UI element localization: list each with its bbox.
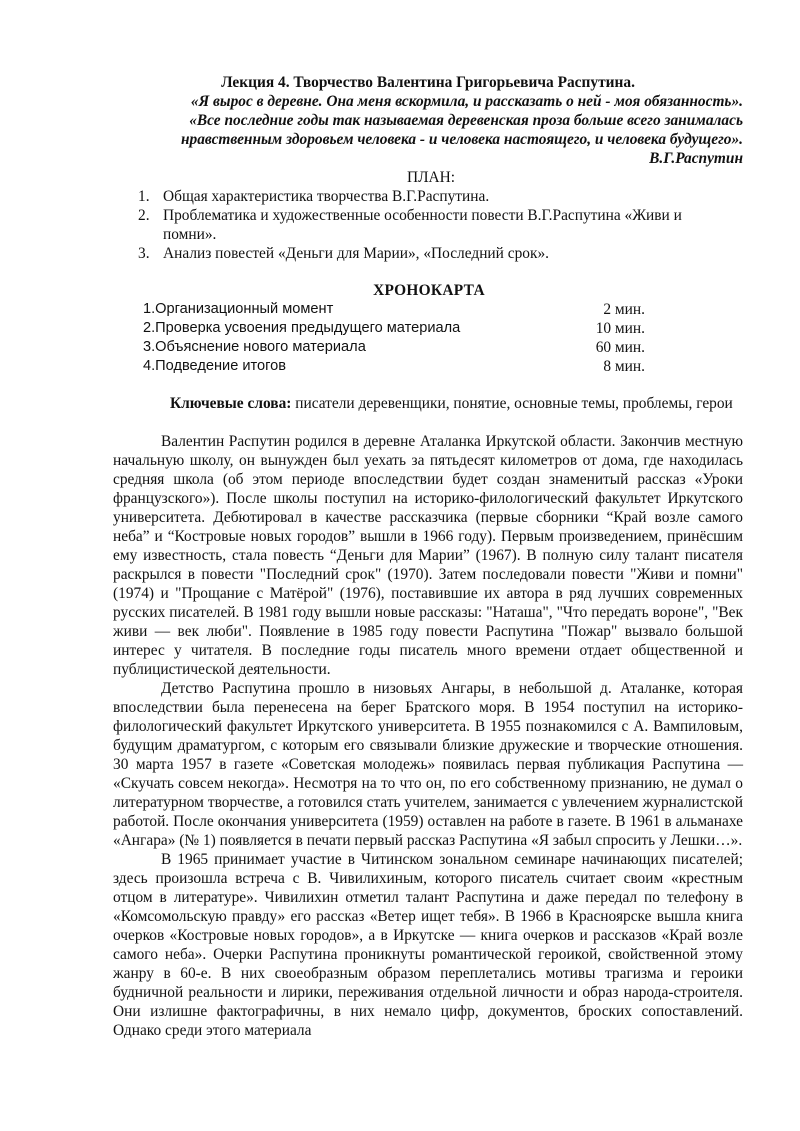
plan-item (113, 244, 723, 263)
epigraph-1: «Я вырос в деревне. Она меня вскормила, и рассказать о ней - моя обязанность». (190, 93, 743, 110)
body-paragraph: Валентин Распутин родился в деревне Аталанка Иркутской области. Закончив местную начальную школу, он вынужден был уехать за пятьдесят километров от дома, где находилась средняя школа (об этом периоде впоследствии будет создан знаменитый рассказ «Уроки французского»). После школы поступил на историко-филологический факультет Иркутского университета. Дебютировал в качестве рассказчика (первые сборники “Край возле самого неба” и “Костровые новых городов” вышли в 1966 году). Первым произведением, принёсшим ему известность, стала повесть “Деньги для Марии” (1967). В полную силу талант писателя раскрылся в повести "Последний срок" (1970). Затем последовали повести "Живи и помни" (1974) и "Прощание с Матёрой" (1976), поставившие их автора в ряд лучших современных русских писателей. В 1981 году вышли новые рассказы: "Наташа", "Что передать вороне", "Век живи — век люби". Появление в 1985 году повести Распутина "Пожар" вызвало большой интерес у читателя. В последние годы писатель много времени отдает общественной и публицистической деятельности. (113, 433, 743, 678)
keywords-text: писатели деревенщики, понятие, основные темы, проблемы, герои (291, 395, 733, 412)
epigraph-author: В.Г.Распутин (649, 150, 743, 167)
keywords-paragraph (113, 394, 743, 413)
chronocard-time: 10 мин. (595, 320, 645, 337)
chronocard-row (143, 319, 645, 338)
chronocard-label: 3.Объяснение нового материала (143, 339, 366, 355)
chronocard-table (143, 300, 645, 376)
chronocard-time: 2 мин. (603, 301, 645, 318)
plan-item-number: 3. (138, 245, 150, 262)
plan-item-text: Общая характеристика творчества В.Г.Распутина. (163, 188, 490, 205)
chronocard-time: 8 мин. (603, 358, 645, 375)
document-page (113, 73, 743, 1040)
plan-item-number: 2. (138, 207, 150, 224)
chronocard-label: 4.Подведение итогов (143, 358, 287, 374)
lecture-title: Лекция 4. Творчество Валентина Григорьевича Распутина. (221, 74, 635, 91)
chronocard-label: 2.Проверка усвоения предыдущего материала (143, 320, 461, 336)
plan-item (113, 206, 723, 244)
keywords-label: Ключевые слова: (170, 395, 292, 412)
body-paragraph: В 1965 принимает участие в Читинском зональном семинаре начинающих писателей; здесь произошла встреча с В. Чивилихиным, которого писатель считает своим «крестным отцом в литературе». Чивилихин отметил талант Распутина и даже передал по телефону в «Комсомольскую правду» его рассказ «Ветер ищет тебя». В 1966 в Красноярске вышла книга очерков «Костровые новых городов», а в Иркутске — книга очерков и рассказов «Край возле самого неба». Очерки Распутина проникнуты романтической героикой, свойственной этому жанру в 60-е. В них своеобразным образом переплетались мотивы трагизма и героики будничной реальности и лирики, переживания отдельной личности и образ народа-строителя. Они излишне фактографичны, в них немало цифр, документов, броских сопоставлений. Однако среди этого материала (113, 851, 743, 1039)
chronocard-heading: ХРОНОКАРТА (373, 282, 485, 299)
epigraph-2: «Все последние годы так называемая деревенская проза больше всего занималась нравственным здоровьем человека - и человека настоящего, и человека будущего». (180, 112, 743, 148)
plan-item-text: Проблематика и художественные особенности повести В.Г.Распутина «Живи и помни». (163, 207, 682, 243)
plan-heading: ПЛАН: (406, 169, 456, 186)
body-paragraph: Детство Распутина прошло в низовьях Ангары, в небольшой д. Аталанке, которая впоследствии была перенесена на берег Братского моря. В 1954 поступил на историко-филологический факультет Иркутского университета. В 1955 познакомился с А. Вампиловым, будущим драматургом, с которым его связывали близкие дружеские и творческие отношения. 30 марта 1957 в газете «Советская молодежь» появилась первая публикация Распутина — «Скучать совсем некогда». Несмотря на то что он, по его собственному признанию, не думал о литературном творчестве, а готовился стать учителем, занимается с увлечением журналистской работой. После окончания университета (1959) оставлен на работе в газете. В 1961 в альманахе «Ангара» (№ 1) появляется в печати первый рассказ Распутина «Я забыл спросить у Лешки…». (113, 680, 743, 849)
chronocard-label: 1.Организационный момент (143, 301, 334, 317)
chronocard-row (143, 338, 645, 357)
plan-item-text: Анализ повестей «Деньги для Марии», «Последний срок». (163, 245, 549, 262)
chronocard-row (143, 357, 645, 376)
plan-list (113, 187, 743, 263)
chronocard-row (143, 300, 645, 319)
chronocard-time: 60 мин. (595, 339, 645, 356)
body-text (113, 432, 743, 1040)
plan-item-number: 1. (138, 188, 150, 205)
plan-item (113, 187, 723, 206)
